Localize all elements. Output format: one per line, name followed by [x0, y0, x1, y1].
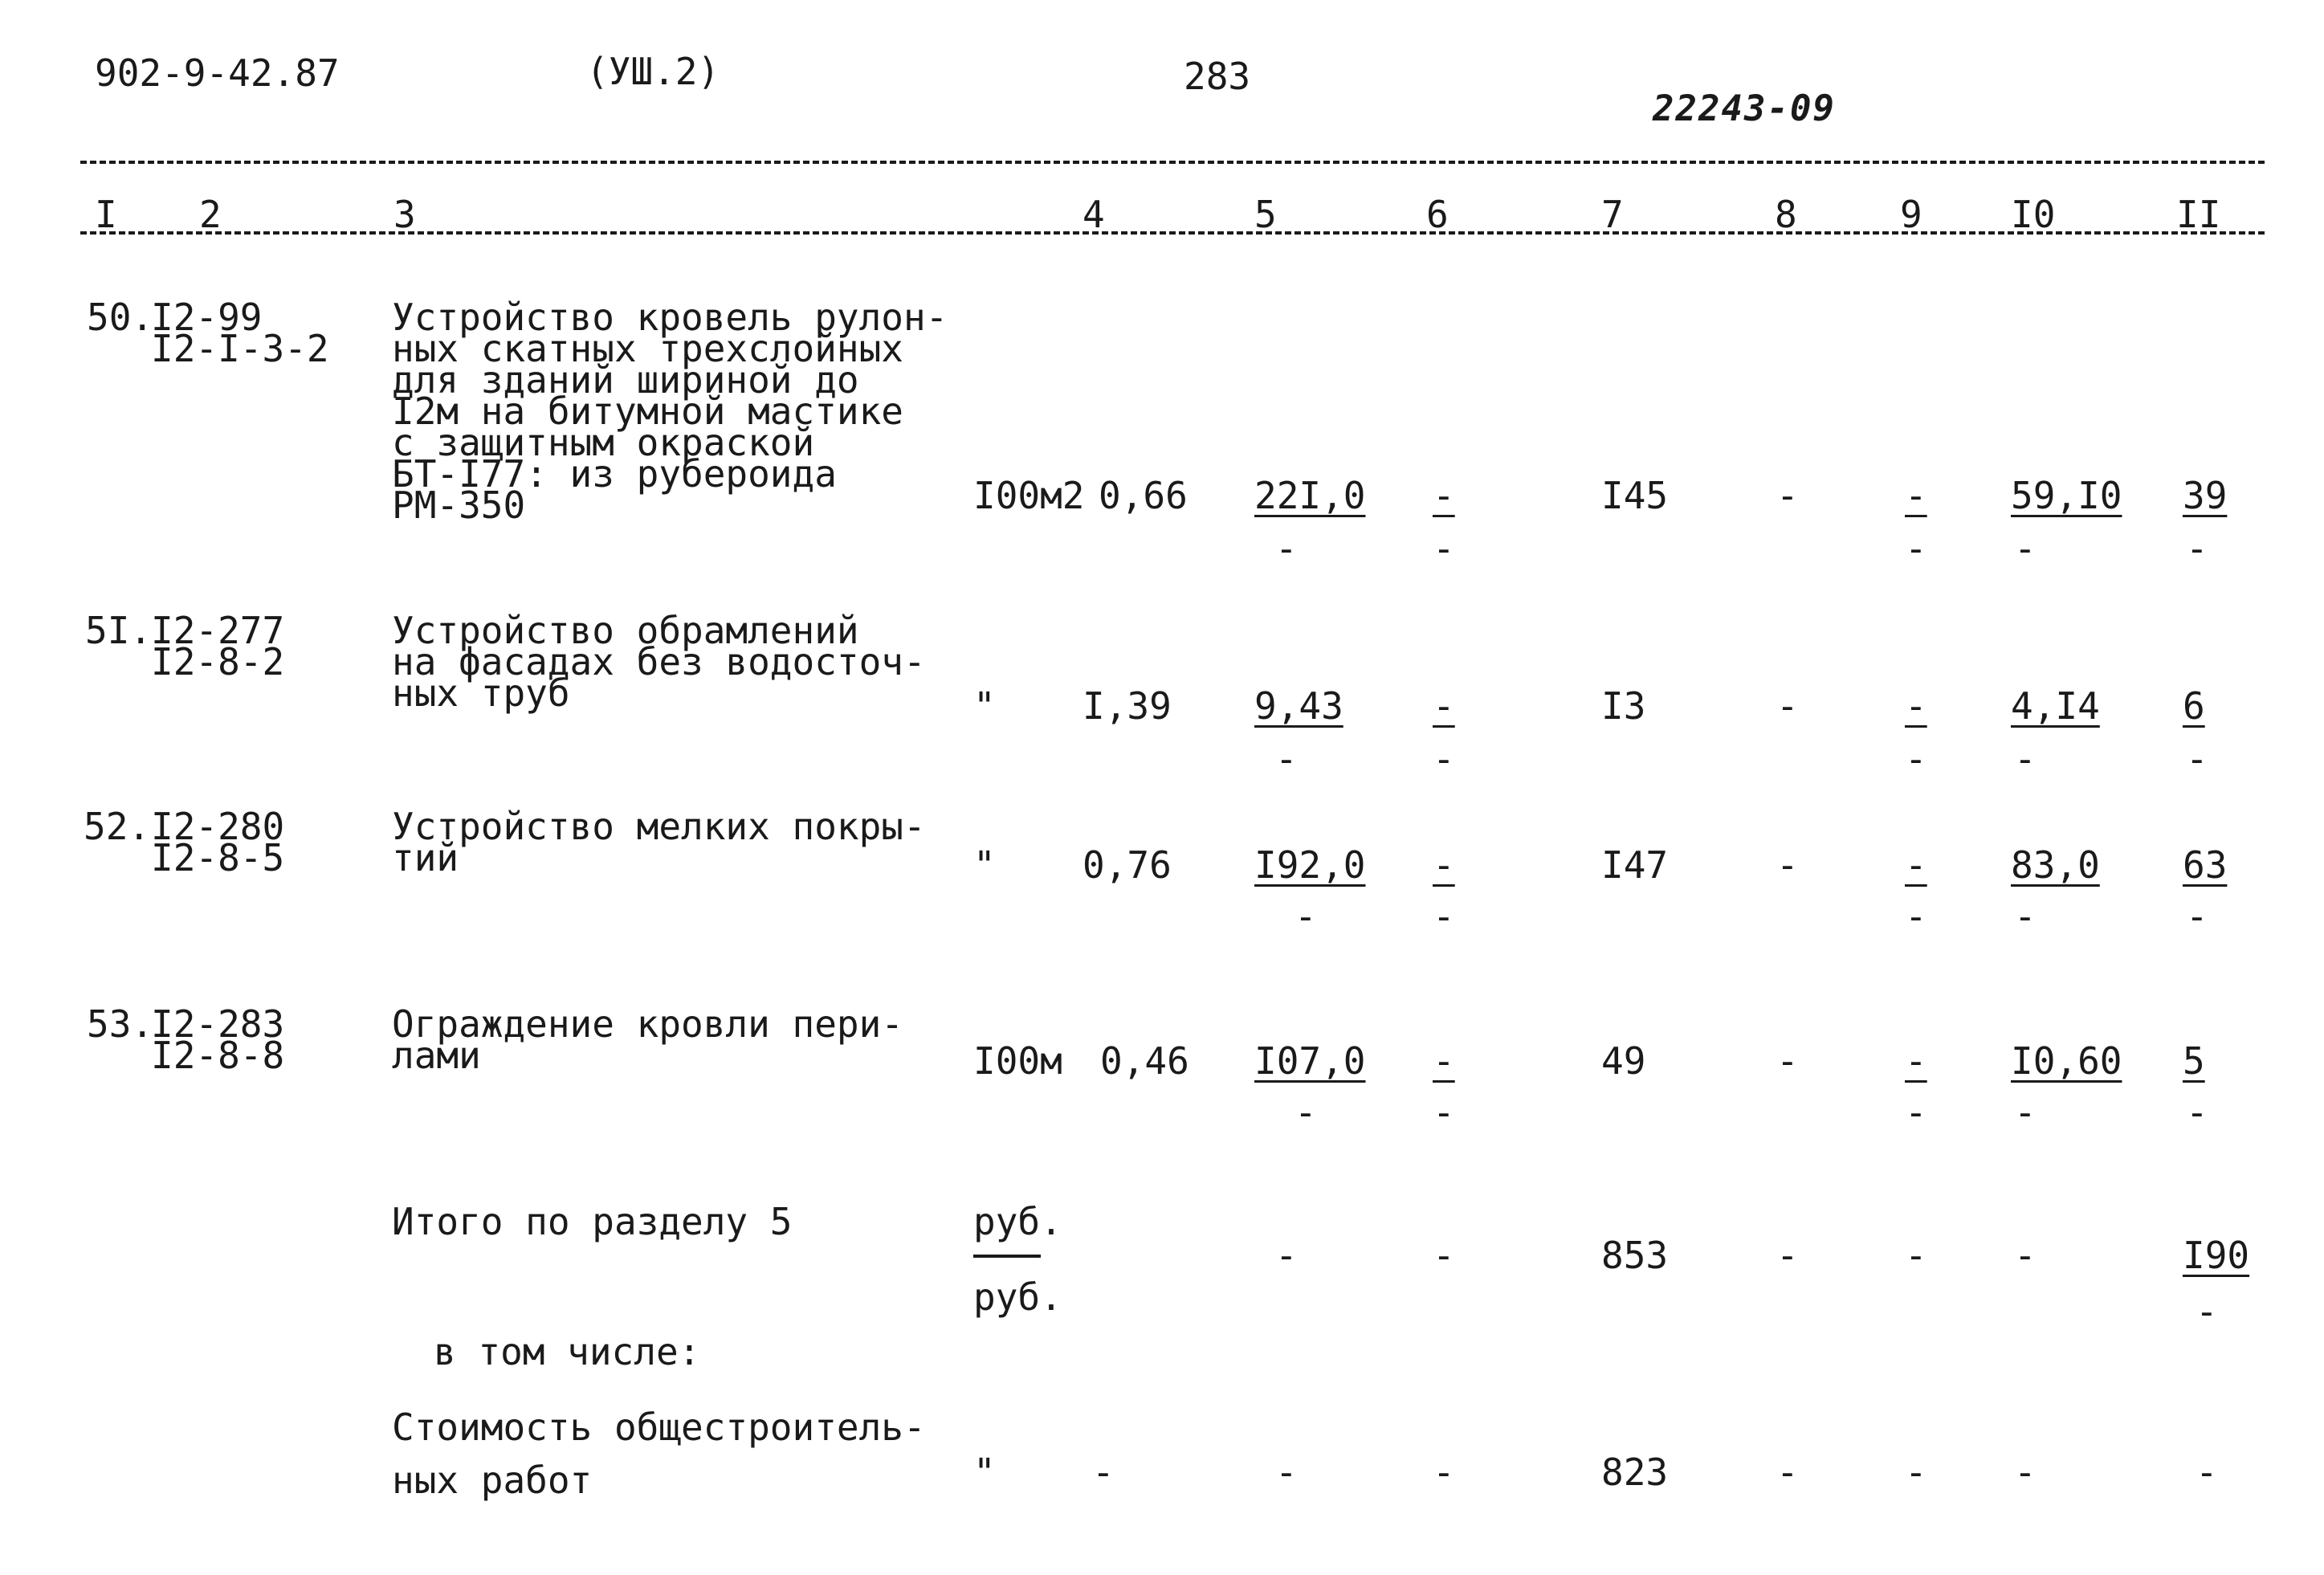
unit-cost: 22I,0 [1254, 474, 1366, 517]
col10-value: 59,I0 [2011, 474, 2122, 517]
total-cost: 823 [1601, 1451, 1669, 1494]
col11-value: 63 [2183, 843, 2228, 887]
col6-value: - [1433, 1451, 1455, 1494]
col11-value: I90 [2183, 1234, 2250, 1277]
fraction-bar [973, 1255, 1041, 1258]
col6-value: - [1433, 843, 1455, 887]
col6-value: - [1433, 1039, 1455, 1083]
page-number: 283 [1184, 55, 1251, 98]
col-5-label: 5 [1254, 193, 1277, 236]
col11-value: 39 [2183, 474, 2228, 517]
col8-value: - [1776, 474, 1799, 517]
unit: I00м [973, 1039, 1062, 1083]
unit: " [973, 684, 996, 728]
col11-sub: - [2186, 895, 2208, 938]
col5-value: - [1275, 1234, 1298, 1277]
col11-sub: - [2186, 527, 2208, 570]
col8-value: - [1776, 1451, 1799, 1494]
price-code: I2-280 [151, 805, 285, 848]
col10-value: - [2014, 1234, 2037, 1277]
col6-value: - [1433, 474, 1455, 517]
price-code: I2-283 [151, 1002, 285, 1046]
row-number: 52. [84, 805, 151, 848]
row-number: 5I. [85, 609, 153, 652]
col9-sub: - [1905, 737, 1927, 781]
row-number: 53. [87, 1002, 154, 1046]
total-cost: I45 [1601, 474, 1669, 517]
unit: " [973, 1451, 996, 1494]
header-rule-top [80, 161, 2265, 164]
section-total-label: Итого по разделу 5 [392, 1200, 793, 1243]
col10-sub: - [2014, 527, 2037, 570]
unit-cost: 9,43 [1254, 684, 1343, 728]
work-description: Устройство обрамлений на фасадах без водосточ- ных труб [392, 609, 926, 715]
quantity: I,39 [1082, 684, 1172, 728]
col6-sub: - [1433, 527, 1455, 570]
unit-cost-sub: - [1275, 527, 1298, 570]
col10-value: 83,0 [2011, 843, 2100, 887]
quantity: 0,66 [1099, 474, 1188, 517]
col11-value: 6 [2183, 684, 2205, 728]
col9-value: - [1905, 1039, 1927, 1083]
price-code: I2-277 [151, 609, 285, 652]
unit-cost-sub: - [1275, 737, 1298, 781]
volume-label: (УШ.2) [586, 50, 720, 93]
col9-sub: - [1905, 895, 1927, 938]
col10-value: 4,I4 [2011, 684, 2100, 728]
unit: " [973, 843, 996, 887]
col10-value: - [2014, 1451, 2037, 1494]
currency-unit-bottom: руб. [973, 1275, 1062, 1319]
col8-value: - [1776, 1234, 1799, 1277]
col-1-label: I [95, 193, 117, 236]
col11-value: - [2196, 1451, 2218, 1494]
unit: I00м2 [973, 474, 1085, 517]
total-cost: I3 [1601, 684, 1646, 728]
unit-cost: I92,0 [1254, 843, 1366, 887]
col9-value: - [1905, 1234, 1927, 1277]
col9-value: - [1905, 474, 1927, 517]
col-7-label: 7 [1601, 193, 1624, 236]
col9-value: - [1905, 684, 1927, 728]
col9-value: - [1905, 1451, 1927, 1494]
col11-sub: - [2186, 737, 2208, 781]
price-code: I2-99 [151, 296, 263, 339]
col-8-label: 8 [1775, 193, 1797, 236]
col8-value: - [1776, 1039, 1799, 1083]
total-cost: 853 [1601, 1234, 1669, 1277]
col-3-label: 3 [393, 193, 416, 236]
general-works-label: Стоимость общестроитель- ных работ [392, 1406, 926, 1502]
col5-value: - [1275, 1451, 1298, 1494]
col10-sub: - [2014, 1091, 2037, 1134]
col-10-label: I0 [2011, 193, 2056, 236]
unit-cost-sub: - [1295, 1091, 1317, 1134]
col6-sub: - [1433, 895, 1455, 938]
norm-code: I2-8-5 [151, 836, 285, 879]
col-9-label: 9 [1900, 193, 1922, 236]
col10-value: I0,60 [2011, 1039, 2122, 1083]
col11-sub: - [2186, 1091, 2208, 1134]
col11-value: 5 [2183, 1039, 2205, 1083]
total-cost: I47 [1601, 843, 1669, 887]
col11-sub: - [2196, 1290, 2218, 1333]
col6-value: - [1433, 1234, 1455, 1277]
unit-cost: I07,0 [1254, 1039, 1366, 1083]
norm-code: I2-8-2 [151, 640, 285, 683]
col-4-label: 4 [1082, 193, 1105, 236]
header-rule-bottom [80, 231, 2265, 235]
doc-number: 902-9-42.87 [95, 51, 340, 95]
including-label: в том числе: [434, 1330, 701, 1373]
row-number: 50. [87, 296, 154, 339]
col8-value: - [1776, 843, 1799, 887]
col10-sub: - [2014, 895, 2037, 938]
work-description: Устройство мелких покры- тий [392, 805, 926, 879]
col6-sub: - [1433, 1091, 1455, 1134]
col-6-label: 6 [1426, 193, 1449, 236]
col-2-label: 2 [199, 193, 222, 236]
quantity: 0,46 [1100, 1039, 1189, 1083]
col-11-label: II [2176, 193, 2221, 236]
col9-sub: - [1905, 527, 1927, 570]
archive-stamp: 22243-09 [1653, 88, 1836, 129]
currency-unit-top: руб. [973, 1200, 1062, 1243]
quantity: 0,76 [1082, 843, 1172, 887]
col9-sub: - [1905, 1091, 1927, 1134]
total-cost: 49 [1601, 1039, 1646, 1083]
unit-cost-sub: - [1295, 895, 1317, 938]
col10-sub: - [2014, 737, 2037, 781]
col9-value: - [1905, 843, 1927, 887]
work-description: Устройство кровель рулон- ных скатных трехслойных для зданий шириной до I2м на битумной мастике с защитным окраской БТ-I77: из рубероида РМ-350 [392, 296, 948, 527]
col6-sub: - [1433, 737, 1455, 781]
col6-value: - [1433, 684, 1455, 728]
quantity: - [1092, 1451, 1115, 1494]
col8-value: - [1776, 684, 1799, 728]
work-description: Ограждение кровли пери- лами [392, 1002, 903, 1077]
norm-code: I2-I-3-2 [151, 327, 329, 370]
norm-code: I2-8-8 [151, 1034, 285, 1077]
